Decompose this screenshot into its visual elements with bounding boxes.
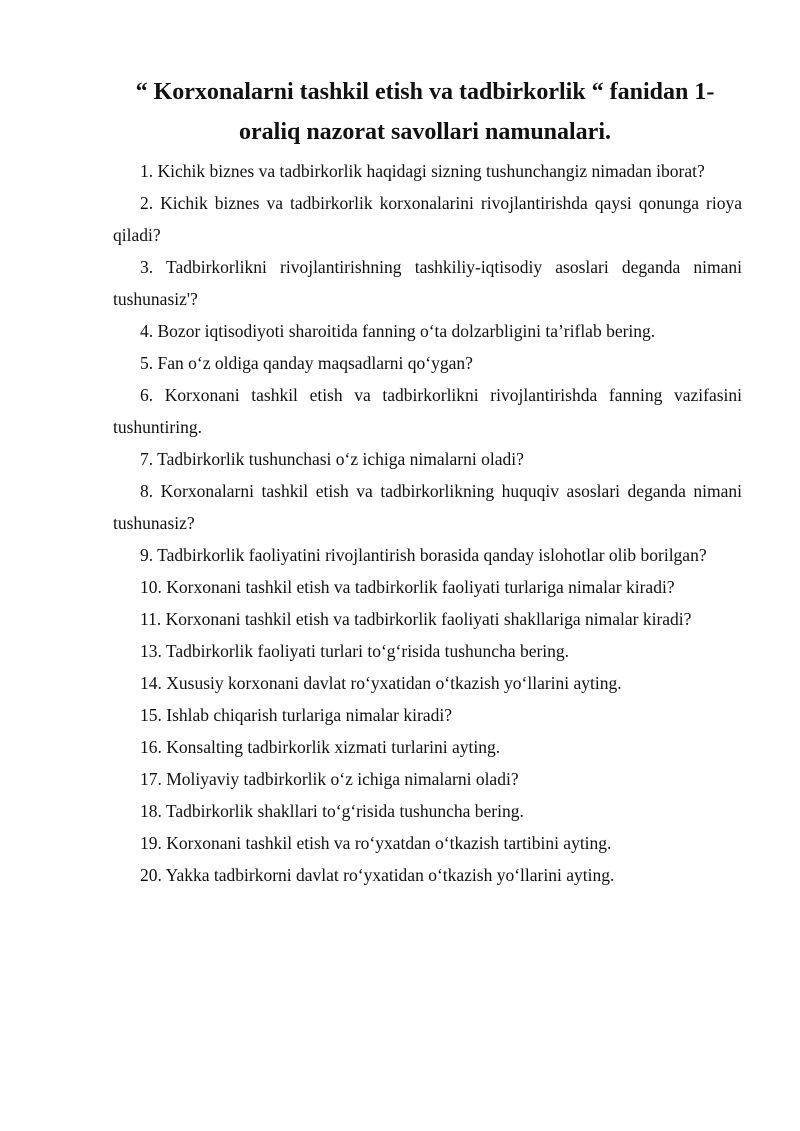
question-item: 13. Tadbirkorlik faoliyati turlari to‘g‘risida tushuncha bering. — [140, 641, 570, 661]
question-item: 18. Tadbirkorlik shakllari to‘g‘risida tushuncha bering. — [140, 801, 524, 821]
question-item: 16. Konsalting tadbirkorlik xizmati turlarini ayting. — [140, 737, 501, 757]
question-item: 3. Tadbirkorlikni rivojlantirishning tashkiliy-iqtisodiy asoslari deganda nimani tushunasiz'? — [113, 257, 742, 309]
question-item: 7. Tadbirkorlik tushunchasi o‘z ichiga nimalarni oladi? — [140, 449, 524, 469]
question-item: 1. Kichik biznes va tadbirkorlik haqidagi sizning tushunchangiz nimadan iborat? — [140, 161, 705, 181]
question-item: 5. Fan o‘z oldiga qanday maqsadlarni qo‘ygan? — [140, 353, 473, 373]
question-item: 8. Korxonalarni tashkil etish va tadbirkorlikning huquqiv asoslari deganda nimani tushunasiz? — [113, 481, 742, 533]
question-item: 11. Korxonani tashkil etish va tadbirkorlik faoliyati shakllariga nimalar kiradi? — [140, 609, 692, 629]
question-item: 4. Bozor iqtisodiyoti sharoitida fanning o‘ta dolzarbligini ta’riflab bering. — [140, 321, 656, 341]
question-item: 14. Xususiy korxonani davlat ro‘yxatidan o‘tkazish yo‘llarini ayting. — [140, 673, 622, 693]
question-item: 20. Yakka tadbirkorni davlat ro‘yxatidan o‘tkazish yo‘llarini ayting. — [140, 865, 615, 885]
question-item: 15. Ishlab chiqarish turlariga nimalar kiradi? — [140, 705, 452, 725]
question-item: 6. Korxonani tashkil etish va tadbirkorlikni rivojlantirishda fanning vazifasini tushuntiring. — [113, 385, 742, 437]
document-title: “ Korxonalarni tashkil etish va tadbirkorlik “ fanidan 1-oraliq nazorat savollari namunalari. — [135, 79, 715, 145]
question-item: 10. Korxonani tashkil etish va tadbirkorlik faoliyati turlariga nimalar kiradi? — [140, 577, 675, 597]
question-list — [113, 155, 742, 891]
question-item: 9. Tadbirkorlik faoliyatini rivojlantirish borasida qanday islohotlar olib borilgan? — [140, 545, 707, 565]
question-item: 2. Kichik biznes va tadbirkorlik korxonalarini rivojlantirishda qaysi qonunga rioya qiladi? — [113, 193, 742, 245]
question-item: 19. Korxonani tashkil etish va ro‘yxatdan o‘tkazish tartibini ayting. — [140, 833, 612, 853]
question-item: 17. Moliyaviy tadbirkorlik o‘z ichiga nimalarni oladi? — [140, 769, 519, 789]
